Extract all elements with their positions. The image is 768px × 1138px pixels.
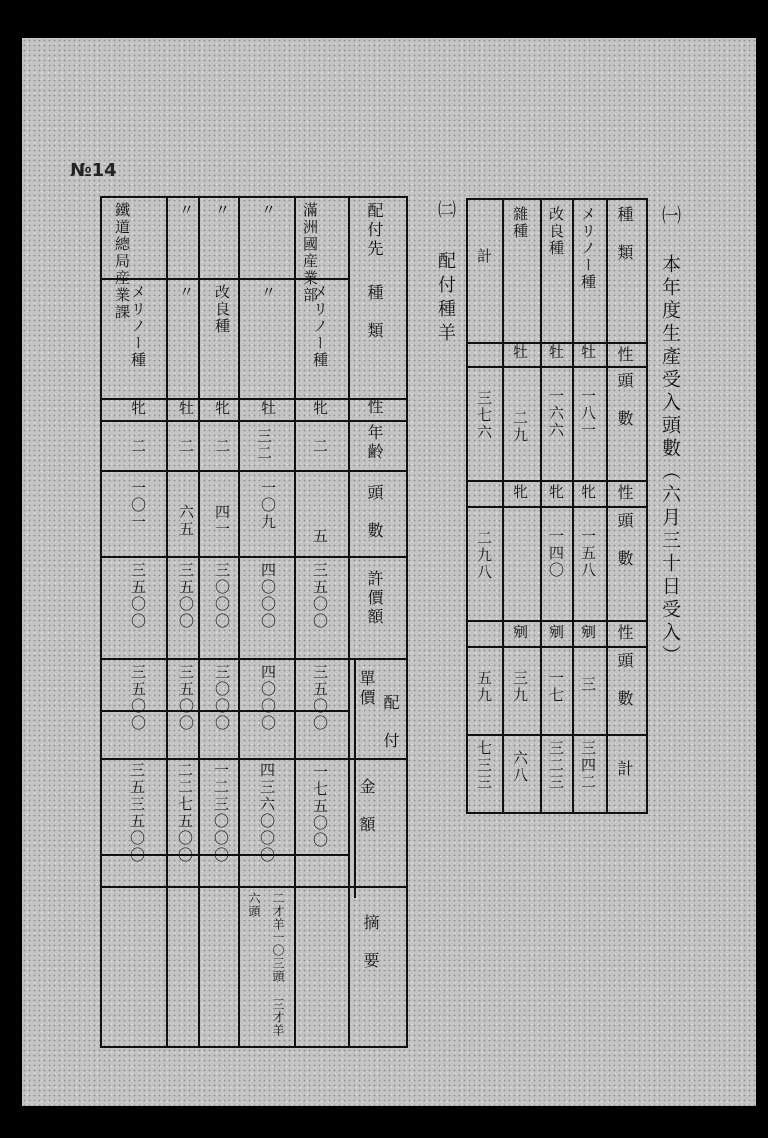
r2-h3: 一七 bbox=[547, 670, 565, 704]
d5-dest: 鐵道總局産業課 bbox=[113, 202, 131, 321]
r2-h1: 一六六 bbox=[547, 388, 565, 439]
r2-s1: 牡 bbox=[547, 344, 565, 361]
d3-price: 三〇〇〇 bbox=[213, 562, 231, 630]
d1-age: 二 bbox=[311, 438, 329, 455]
d1-unit: 三五〇〇 bbox=[311, 664, 329, 732]
d1-type: メリノー種 bbox=[311, 284, 329, 369]
hdr-type: 種 類 bbox=[615, 206, 634, 263]
r1-h3: 三 bbox=[579, 676, 597, 693]
r2-h2: 一四〇 bbox=[547, 528, 565, 579]
d1-amount: 一七五〇〇 bbox=[311, 764, 329, 849]
d1-dest: 滿洲國産業部 bbox=[301, 202, 319, 304]
d3-sex: 牝 bbox=[213, 400, 231, 417]
hdr-sex-3: 性 bbox=[615, 624, 634, 643]
section1-title: ㈠ 本年度生產受入頭數（六月三十日受入） bbox=[659, 205, 681, 668]
d1-head: 五 bbox=[311, 528, 329, 545]
hdr-sex-2: 性 bbox=[615, 484, 634, 503]
hdr-remark: 摘 要 bbox=[361, 914, 380, 971]
d4-unit: 三五〇〇 bbox=[177, 664, 195, 732]
d3-unit: 三〇〇〇 bbox=[213, 664, 231, 732]
hdr-head2: 頭 數 bbox=[365, 484, 384, 541]
production-table bbox=[466, 198, 648, 814]
hdr-price: 許價額 bbox=[365, 570, 384, 627]
hdr-total: 計 bbox=[615, 760, 634, 779]
r4-h1: 三七六 bbox=[475, 390, 493, 441]
r1-h1: 一八一 bbox=[579, 388, 597, 439]
d5-head: 一〇一 bbox=[129, 480, 147, 531]
d2-unit: 四〇〇〇 bbox=[259, 664, 277, 732]
hdr-sex-1: 性 bbox=[615, 346, 634, 365]
d2-amount: 四三六〇〇〇 bbox=[258, 762, 276, 864]
d4-amount: 二二七五〇〇 bbox=[176, 762, 194, 864]
d3-head: 四一 bbox=[213, 504, 231, 538]
r2-s2: 牝 bbox=[547, 484, 565, 501]
d4-price: 三五〇〇 bbox=[177, 562, 195, 630]
d5-price: 三五〇〇 bbox=[129, 562, 147, 630]
r4-type: 計 bbox=[475, 248, 493, 265]
d4-dest: 〃 bbox=[177, 202, 195, 219]
d5-unit: 三五〇〇 bbox=[129, 664, 147, 732]
r2-type: 改良種 bbox=[547, 206, 565, 257]
r4-h2: 二九八 bbox=[475, 530, 493, 581]
d2-dest: 〃 bbox=[259, 202, 277, 219]
hdr-sex2: 性 bbox=[365, 398, 384, 417]
d5-sex: 牝 bbox=[129, 400, 147, 417]
d1-sex: 牝 bbox=[311, 400, 329, 417]
d3-dest: 〃 bbox=[213, 202, 231, 219]
r3-h3: 三九 bbox=[511, 670, 529, 704]
d5-type: メリノー種 bbox=[129, 284, 147, 369]
r4-total: 七三三 bbox=[475, 740, 493, 791]
d2-remark: 二才羊一〇三頭 三才羊六頭 bbox=[247, 892, 285, 1037]
d5-age: 二 bbox=[129, 438, 147, 455]
d2-type: 〃 bbox=[259, 284, 277, 301]
d3-age: 二 bbox=[213, 438, 231, 455]
r2-s3: 剜 bbox=[547, 624, 565, 641]
d5-amount: 三五三五〇〇 bbox=[128, 762, 146, 864]
r3-s1: 牡 bbox=[511, 344, 529, 361]
r1-s2: 牝 bbox=[579, 484, 597, 501]
hdr-group: 配 付 bbox=[381, 694, 400, 751]
section2-title: ㈡ 配付種羊 bbox=[435, 200, 456, 347]
d2-sex: 牡 bbox=[259, 400, 277, 417]
d4-type: 〃 bbox=[177, 284, 195, 301]
hdr-amount: 金 額 bbox=[357, 778, 376, 835]
d2-price: 四〇〇〇 bbox=[259, 562, 277, 630]
d4-age: 二 bbox=[177, 438, 195, 455]
hdr-head-2: 頭 數 bbox=[615, 512, 634, 569]
d4-sex: 牡 bbox=[177, 400, 195, 417]
r3-h1: 二九 bbox=[511, 410, 529, 444]
d3-amount: 一二三〇〇〇 bbox=[212, 762, 230, 864]
hdr-head-3: 頭 數 bbox=[615, 652, 634, 709]
d1-price: 三五〇〇 bbox=[311, 562, 329, 630]
hdr-type2: 種 類 bbox=[365, 284, 384, 341]
hdr-head-1: 頭 數 bbox=[615, 372, 634, 429]
page-number: №14 bbox=[70, 160, 117, 181]
r1-total: 三四二 bbox=[579, 740, 597, 791]
r4-h3: 五九 bbox=[475, 670, 493, 704]
r2-total: 三二三 bbox=[547, 740, 565, 791]
hdr-dest: 配付先 bbox=[365, 202, 384, 259]
d4-head: 六五 bbox=[177, 504, 195, 538]
r3-s2: 牝 bbox=[511, 484, 529, 501]
r1-type: メリノー種 bbox=[579, 206, 597, 291]
r1-s3: 剜 bbox=[579, 624, 597, 641]
r1-h2: 一五八 bbox=[579, 528, 597, 579]
hdr-age: 年齢 bbox=[365, 424, 384, 462]
d3-type: 改良種 bbox=[213, 284, 231, 335]
r3-type: 雜種 bbox=[511, 206, 529, 240]
hdr-unit: 單價 bbox=[357, 670, 376, 708]
d2-age: 三二 bbox=[255, 428, 273, 462]
d2-head: 一〇九 bbox=[259, 480, 277, 531]
distribution-table bbox=[100, 196, 408, 1048]
r3-s3: 剜 bbox=[511, 624, 529, 641]
r1-s1: 牡 bbox=[579, 344, 597, 361]
r3-total: 六八 bbox=[511, 750, 529, 784]
